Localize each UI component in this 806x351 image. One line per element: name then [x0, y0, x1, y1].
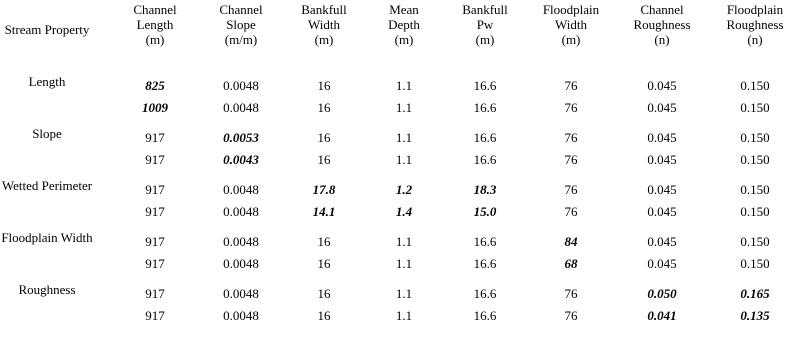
- column-header-line: Mean: [389, 2, 419, 17]
- table-cell: 0.045: [647, 77, 677, 93]
- column-header: [444, 0, 526, 58]
- table-cell: 917: [145, 151, 165, 167]
- column-header-line: Floodplain: [542, 2, 600, 17]
- row-group-label: Floodplain Width: [1, 230, 93, 245]
- table-cell: 1.2: [395, 181, 413, 197]
- column-header-line: (m): [561, 32, 581, 47]
- table-row: [0, 118, 802, 148]
- column-header: [284, 0, 364, 58]
- column-header-line: (m/m): [224, 32, 258, 47]
- column-header-line: Slope: [226, 17, 256, 32]
- table-row: [0, 222, 802, 252]
- table-cell: 0.165: [740, 285, 770, 301]
- table-row: [0, 274, 802, 304]
- column-header-line: (m): [314, 32, 334, 47]
- table-cell: 917: [145, 255, 165, 271]
- table-cell: 917: [145, 307, 165, 323]
- table-cell: 0.0048: [223, 233, 259, 249]
- column-header-line: Width: [555, 17, 587, 32]
- table-cell: 0.0048: [223, 99, 259, 115]
- column-header-stream-property: [0, 0, 112, 58]
- table-cell: 0.0043: [223, 151, 259, 167]
- column-header: [526, 0, 616, 58]
- column-header-line: Channel: [133, 2, 177, 17]
- table-cell: 1.1: [395, 285, 413, 301]
- table-cell: 1.1: [395, 151, 413, 167]
- table-cell: 16: [317, 151, 331, 167]
- table-cell: 0.150: [740, 99, 770, 115]
- table-cell: 16.6: [473, 307, 497, 323]
- column-header-line: Length: [136, 17, 174, 32]
- row-group-label: Roughness: [18, 282, 76, 297]
- table-cell: 0.0053: [223, 129, 259, 145]
- table-cell: 917: [145, 233, 165, 249]
- table-cell: 1009: [142, 99, 168, 115]
- table-cell: 0.041: [647, 307, 677, 323]
- table-cell: 0.150: [740, 151, 770, 167]
- table-cell: 1.1: [395, 233, 413, 249]
- table-cell: 16: [317, 307, 331, 323]
- table-row: [0, 170, 802, 200]
- table-cell: 16.6: [473, 285, 497, 301]
- column-header-line: Roughness: [726, 17, 784, 32]
- table-cell: 0.045: [647, 151, 677, 167]
- column-header-line: Bankfull: [301, 2, 347, 17]
- table-cell: 0.150: [740, 181, 770, 197]
- table-cell: 917: [145, 129, 165, 145]
- column-header-line: Pw: [476, 17, 494, 32]
- table-header: [0, 0, 802, 58]
- table-cell: 0.045: [647, 129, 677, 145]
- table-cell: 76: [564, 129, 578, 145]
- table-cell: 18.3: [473, 181, 497, 197]
- table-cell: 76: [564, 203, 578, 219]
- table-cell: 0.150: [740, 129, 770, 145]
- table-cell: 1.1: [395, 129, 413, 145]
- column-header-line: Bankfull: [462, 2, 508, 17]
- column-header-line: Width: [308, 17, 340, 32]
- table-cell: 68: [564, 255, 578, 271]
- column-header-line: (m): [145, 32, 165, 47]
- column-header: [198, 0, 284, 58]
- column-header: [364, 0, 444, 58]
- table-cell: 16.6: [473, 99, 497, 115]
- table-cell: 1.1: [395, 77, 413, 93]
- column-header-line: (m): [475, 32, 495, 47]
- table-cell: 16.6: [473, 255, 497, 271]
- table-cell: 76: [564, 285, 578, 301]
- table-cell: 16.6: [473, 151, 497, 167]
- table-cell: 917: [145, 181, 165, 197]
- table-cell: 15.0: [473, 203, 497, 219]
- table-cell: 1.1: [395, 99, 413, 115]
- table-row: [0, 252, 802, 274]
- table-row: [0, 148, 802, 170]
- table-cell: 1.1: [395, 307, 413, 323]
- table-cell: 76: [564, 181, 578, 197]
- column-header-line: Floodplain: [726, 2, 784, 17]
- table-cell: 0.150: [740, 233, 770, 249]
- column-header-line: (n): [747, 32, 763, 47]
- row-group-label: Slope: [32, 126, 62, 141]
- spacer-cell: [0, 58, 802, 66]
- table-cell: 917: [145, 203, 165, 219]
- table-cell: 76: [564, 151, 578, 167]
- table-cell: 84: [564, 233, 578, 249]
- table-cell: 0.045: [647, 233, 677, 249]
- table-cell: 0.0048: [223, 181, 259, 197]
- table-cell: 0.135: [740, 307, 770, 323]
- row-group-label: Length: [28, 74, 66, 89]
- table-cell: 0.045: [647, 255, 677, 271]
- table-cell: 16.6: [473, 129, 497, 145]
- table-row: [0, 200, 802, 222]
- table-cell: 16.6: [473, 233, 497, 249]
- table-cell: 16: [317, 77, 331, 93]
- table-cell: 76: [564, 77, 578, 93]
- table-body: [0, 58, 802, 326]
- table-cell: 917: [145, 285, 165, 301]
- table-cell: 0.150: [740, 255, 770, 271]
- table-row: [0, 66, 802, 96]
- column-header: [112, 0, 198, 58]
- table-cell: 0.0048: [223, 77, 259, 93]
- table-cell: 0.050: [647, 285, 677, 301]
- table-cell: 0.045: [647, 203, 677, 219]
- table-cell: 16: [317, 285, 331, 301]
- table-cell: 76: [564, 99, 578, 115]
- column-header-line: Channel: [219, 2, 263, 17]
- table-row: [0, 304, 802, 326]
- column-header-line: Roughness: [633, 17, 691, 32]
- table-row: [0, 96, 802, 118]
- column-header-line: (n): [654, 32, 670, 47]
- table-cell: 0.0048: [223, 203, 259, 219]
- table-cell: 16: [317, 129, 331, 145]
- table-cell: 16: [317, 255, 331, 271]
- table-cell: 0.150: [740, 203, 770, 219]
- table-cell: 0.0048: [223, 307, 259, 323]
- column-header-line: (m): [394, 32, 414, 47]
- column-header: [616, 0, 708, 58]
- table-cell: 16.6: [473, 77, 497, 93]
- column-header-line: Depth: [388, 17, 420, 32]
- column-header: [708, 0, 802, 58]
- row-group-label: Wetted Perimeter: [1, 178, 93, 193]
- table-cell: 76: [564, 307, 578, 323]
- table-cell: 17.8: [312, 181, 336, 197]
- table-cell: 825: [145, 77, 165, 93]
- table-cell: 1.1: [395, 255, 413, 271]
- table-cell: 0.045: [647, 181, 677, 197]
- table-cell: 16: [317, 99, 331, 115]
- header-row: [0, 0, 802, 58]
- table-cell: 0.0048: [223, 285, 259, 301]
- table-cell: 0.045: [647, 99, 677, 115]
- table-cell: 0.0048: [223, 255, 259, 271]
- column-header-line: Channel: [640, 2, 684, 17]
- table-cell: 1.4: [395, 203, 413, 219]
- column-header-line: Stream Property: [4, 21, 90, 37]
- table-cell: 16: [317, 233, 331, 249]
- table-cell: 14.1: [312, 203, 336, 219]
- table-cell: 0.150: [740, 77, 770, 93]
- spacer-row: [0, 58, 802, 66]
